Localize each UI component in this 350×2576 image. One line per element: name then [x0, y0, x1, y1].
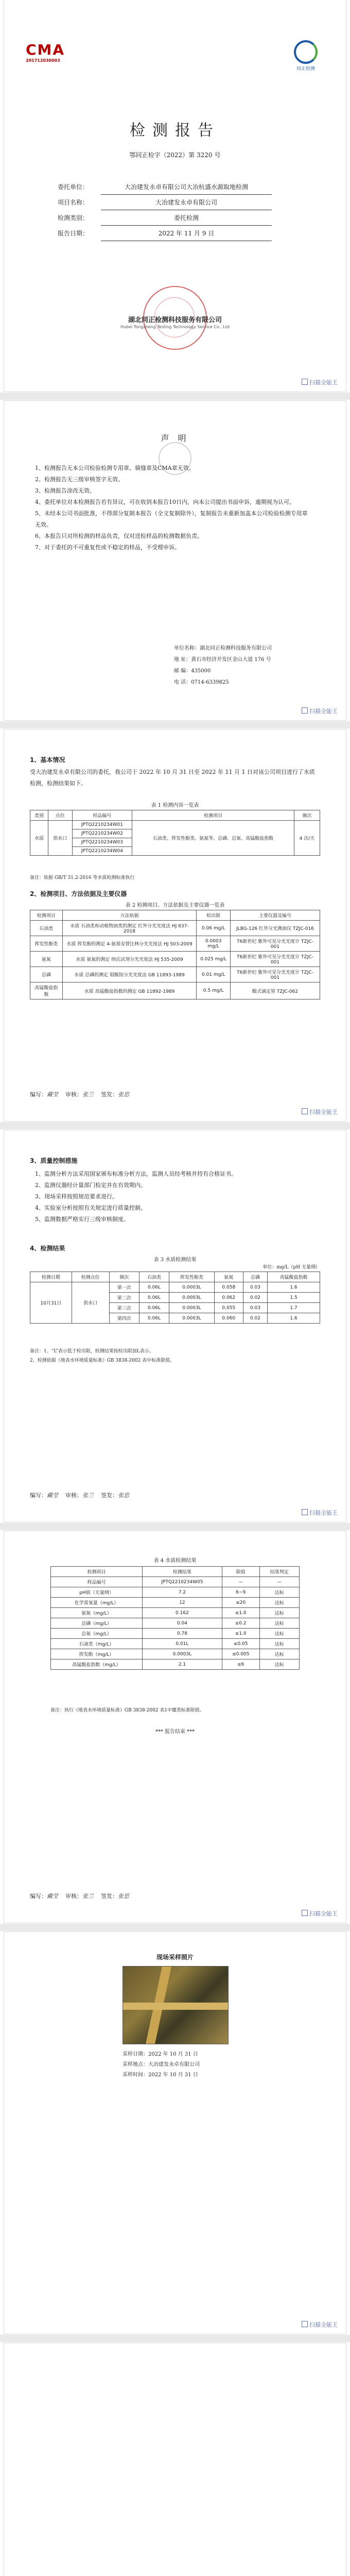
table-cell: 石油类（mg/L） [51, 1639, 143, 1649]
table-cell: 第四次 [109, 1313, 139, 1324]
table-cell: 0.01 mg/L [197, 967, 231, 982]
table-cell: 高锰酸盐指数（mg/L） [51, 1659, 143, 1670]
table-header-cell: 检测日期 [30, 1272, 72, 1282]
results-notes [30, 1347, 320, 1365]
table-cell: 达标 [259, 1618, 299, 1629]
table-header-cell: 点位 [48, 810, 72, 821]
photo-time: 采样时间：2022 年 10 月 31 日 [122, 2072, 198, 2078]
cover-info-table [56, 179, 272, 241]
table-row [30, 967, 320, 982]
signature-line: 编写：藏莹 审核：张兰 签发：张思 [30, 1492, 129, 1499]
table-cell: 4 次/天 [294, 821, 320, 856]
table-cell: 0.0003L [169, 1293, 214, 1303]
table-row [51, 1577, 300, 1587]
photo-page [4, 1932, 346, 2334]
table-header [30, 810, 320, 821]
table-cell: ≤0.005 [222, 1649, 259, 1659]
table-cell: JPTQ2210234W01 [72, 821, 132, 829]
cover-field-row: 报告日期： 2022 年 11 月 9 日 [56, 226, 272, 241]
table-header-cell: 结果判定 [259, 1567, 299, 1577]
contact-row: 电 话：0714-6339825 [174, 680, 229, 685]
table-header-cell: 方法依据 [62, 910, 197, 921]
table-cell: 石油类、挥发性酚类、氨氮等、总磷、总氮、高锰酸盐指数 [132, 821, 294, 856]
table-cell: 供水口 [48, 821, 72, 856]
photo-title: 现场采样照片 [156, 1954, 194, 1961]
table-cell: 总氮（mg/L） [51, 1629, 143, 1639]
results-table-4 [50, 1566, 300, 1670]
table-row [51, 1618, 300, 1629]
table-cell: 水质 高锰酸盐指数的测定 GB 11892-1989 [62, 982, 197, 999]
report-number: 鄂同正检字（2022）第 3220 号 [129, 151, 221, 159]
table-header-cell: 检测项目 [30, 910, 63, 921]
photo-site: 采样地点：大冶建发永卓有限公司 [122, 2062, 200, 2067]
table2-caption: 表 2 检测项目、方法依据及主要仪器一览表 [125, 903, 225, 908]
table-cell: ≤1.0 [222, 1629, 259, 1639]
section-basic-info: 1、基本情况 [30, 756, 65, 764]
table-cell: 12 [142, 1598, 222, 1608]
table-cell: JPTQ2210234W03 [72, 838, 132, 847]
methods-table [30, 910, 320, 999]
signature-line: 编写：藏莹 审核：张兰 签发：张思 [30, 1893, 129, 1900]
table-cell: 0.0003L [169, 1303, 214, 1313]
qc-list [35, 1168, 323, 1225]
table-cell: JPTQ2210234W02 [72, 829, 132, 838]
table1-note: 备注：依据 GB/T 31.2-2016 等水质检测标准执行 [30, 875, 135, 880]
table-row [51, 1598, 300, 1608]
table-cell: 1.6 [267, 1313, 320, 1324]
statement-item: 2、检测报告无三级审核签字无效。 [35, 476, 124, 483]
statement-item: 4、委托单位对本检测报告若有异议，可在收到本报告10日内，向本公司提出书面申诉，逾期视为认可。 [35, 499, 295, 505]
issuer-name: 湖北同正检测科技服务有限公司 [128, 316, 222, 324]
table1-caption: 表 1 检测内容一览表 [151, 803, 199, 808]
table-cell: 0.06 mg/L [197, 921, 231, 936]
statement-page [4, 401, 346, 720]
qc-results-page [4, 1130, 346, 1522]
site-photo [122, 1966, 229, 2044]
table-header-cell: 频次 [294, 810, 320, 821]
table-cell: 2.1 [142, 1659, 222, 1670]
page-separator [0, 2335, 350, 2342]
cover-field-row: 委托单位： 大冶建发永卓有限公司大冶杭盛水源取地检测 [56, 179, 272, 195]
table-cell: ≤0.2 [222, 1618, 259, 1629]
table-cell: 水质 [30, 821, 48, 856]
table-cell: 6~9 [222, 1587, 259, 1598]
table-header-cell: 检出限 [197, 910, 231, 921]
cma-logo: CMA 201712030003 [26, 41, 65, 63]
table-cell: ≤1.0 [222, 1608, 259, 1618]
table-header-cell: 检测项目 [51, 1567, 143, 1577]
tongzheng-logo-icon [294, 40, 318, 64]
table-header-cell: 检测项目 [132, 810, 294, 821]
table-row [30, 821, 320, 829]
table-cell: 第二次 [109, 1293, 139, 1303]
table-cell: 0.0003L [169, 1313, 214, 1324]
qr-icon [302, 1108, 308, 1114]
table-header-cell: 主要仪器及编号 [231, 910, 320, 921]
table-header [30, 1272, 320, 1282]
statement-item: 6、本报告只对所检测的样品负责，仅对送检样品的检测数据负责。 [35, 533, 203, 539]
table-row [51, 1659, 300, 1670]
photo-beam-shape [123, 2003, 228, 2010]
results-page-2 [4, 1531, 346, 1923]
scanner-footer: 扫描全能王 [302, 707, 338, 715]
contact-row: 地 址：黄石市经济开发区金山大道 176 号 [174, 657, 271, 663]
table-cell: 化学需氧量（mg/L） [51, 1598, 143, 1608]
table-cell: 0.06L [139, 1293, 169, 1303]
table-cell: 1.5 [267, 1293, 320, 1303]
table-cell: 0.0003L [142, 1649, 222, 1659]
table-cell: 达标 [259, 1598, 299, 1608]
table4-note: 备注：执行《地表水环境质量标准》GB 3838-2002 表1中Ⅲ类标准限值。 [50, 1708, 204, 1713]
table-cell: 氨氮 [30, 952, 63, 967]
table-cell: 总磷 [30, 967, 63, 982]
table-cell: 0.058 [214, 1282, 243, 1293]
table-cell: 水质 氨氮的测定 纳氏试剂分光光度法 HJ 535-2009 [62, 952, 197, 967]
table-cell: 0.162 [142, 1608, 222, 1618]
qc-item: 2、监测仪器经计量部门检定并在有效期内。 [35, 1182, 146, 1189]
table-cell: 0.060 [214, 1313, 243, 1324]
table-cell: 水质 挥发酚的测定 4-氨基安替比林分光光度法 HJ 503-2009 [62, 936, 197, 952]
statement-item: 1、检测报告无本公司检验检测专用章、骑缝章及CMA章无效。 [35, 465, 195, 471]
table-cell: 0.5 mg/L [197, 982, 231, 999]
contact-row: 邮 编：435000 [174, 668, 211, 674]
issuer-name-en: Hubei Tongzheng Testing Technology Service Co., Ltd [120, 325, 230, 329]
qr-icon [302, 707, 308, 714]
section-results: 4、检测结果 [30, 1245, 65, 1252]
page-separator [0, 393, 350, 400]
photo-caption: 采样日期：2022 年 10 月 31 日 [122, 2052, 198, 2057]
qr-icon [302, 2321, 308, 2327]
contact-row: 单位名称：湖北同正检测科技服务有限公司 [174, 646, 272, 651]
table4-caption: 表 4 水质检测结果 [153, 1558, 197, 1564]
table-row [30, 936, 320, 952]
table-header-cell: 样品编号 [72, 810, 132, 821]
table-cell: 达标 [259, 1629, 299, 1639]
table-cell: 0.02 [243, 1313, 267, 1324]
statement-item: 5、未经本公司书面批准，不得部分复制本报告（全文复制除外），复制报告未重新加盖本公司检验检测专用章无效。 [35, 510, 308, 528]
qr-icon [302, 1509, 308, 1515]
page-separator [0, 1924, 350, 1931]
cover-page [4, 0, 346, 392]
table-header-cell: 检测点位 [72, 1272, 109, 1282]
statement-item: 3、检测报告涂改无效。 [35, 487, 95, 494]
table-cell: 0.06L [139, 1313, 169, 1324]
table-cell: 0.0003 mg/L [197, 936, 231, 952]
table-row [51, 1587, 300, 1598]
qr-icon [302, 379, 308, 385]
page-separator [0, 1122, 350, 1129]
table-row [51, 1629, 300, 1639]
scanner-footer: 扫描全能王 [302, 1509, 338, 1517]
table-row [30, 1282, 320, 1293]
table-cell: 0.06L [139, 1282, 169, 1293]
table-cell: 0.0003L [169, 1282, 214, 1293]
table-header [30, 910, 320, 921]
table-cell: 氨氮（mg/L） [51, 1608, 143, 1618]
scanner-footer: 扫描全能王 [302, 1108, 338, 1116]
note-line: 备注：1、“L”表示低于检出限，检测结果按检出限加L表示。 [30, 1349, 154, 1354]
table-cell: 挥发性酚类 [30, 936, 63, 952]
scanner-footer: 扫描全能王 [302, 2320, 338, 2329]
table-cell: 达标 [259, 1587, 299, 1598]
tongzheng-logo: 同正检测 [291, 40, 320, 72]
table-header-cell: 挥发性酚类 [169, 1272, 214, 1282]
contact-block [174, 643, 339, 688]
table-header-cell: 类别 [30, 810, 48, 821]
table-cell: 0.04 [142, 1618, 222, 1629]
table-cell: 10月31日 [30, 1282, 72, 1324]
table-header-cell: 总磷 [243, 1272, 267, 1282]
table-cell: 0.06L [139, 1303, 169, 1313]
table-cell: JLBG-126 红外分光测油仪 TZJC-016 [231, 921, 320, 936]
intro-paragraph: 受大冶建发永卓有限公司的委托，我公司于 2022 年 10 月 31 日至 2022 年 11 月 1 日对该公司项目进行了水质检测，检测结果如下。 [30, 769, 315, 787]
table-cell: 7.2 [142, 1587, 222, 1598]
table-cell: 总磷（mg/L） [51, 1618, 143, 1629]
table-cell: 达标 [259, 1608, 299, 1618]
report-title: 检测报告 [130, 122, 220, 140]
table3-unit: 单位：mg/L（pH 无量纲） [262, 1265, 320, 1270]
section-methods: 2、检测项目、方法依据及主要仪器 [30, 890, 127, 897]
table-cell: pH值（无量纲） [51, 1587, 143, 1598]
table-cell: T6新世纪 紫外可见分光光度计 TZJC-001 [231, 936, 320, 952]
table-row [30, 921, 320, 936]
table-cell: 挥发酚（mg/L） [51, 1649, 143, 1659]
table-cell: 石油类 [30, 921, 63, 936]
signature-line: 编写：藏莹 审核：张兰 签发：张思 [30, 1091, 129, 1098]
qc-item: 4、实验室分析按照有关规定进行质量控制。 [35, 1205, 146, 1211]
table-header-cell: 高锰酸盐指数 [267, 1272, 320, 1282]
table-cell: 0.78 [142, 1629, 222, 1639]
table-cell: 1.6 [267, 1282, 320, 1293]
qc-item: 3、现场采样按照规范要求进行。 [35, 1193, 118, 1200]
table-header-cell: 石油类 [139, 1272, 169, 1282]
qr-icon [302, 1910, 308, 1916]
table-cell: T6新世纪 紫外可见分光光度计 TZJC-001 [231, 967, 320, 982]
table-cell: 酸式滴定管 TZJC-062 [231, 982, 320, 999]
table-cell: 0.02 [243, 1293, 267, 1303]
table-cell: 供水口 [72, 1282, 109, 1324]
table-cell: JPTQ2210234W04 [72, 847, 132, 856]
table-row [51, 1639, 300, 1649]
table-cell: 0.03 [243, 1282, 267, 1293]
page-separator [0, 721, 350, 728]
statement-item: 7、对于委托的不可重复性或不稳定的样品，不受理申诉。 [35, 544, 180, 551]
cover-field-row: 项目名称： 大冶建发永卓有限公司 [56, 195, 272, 210]
table-header-cell: 限值 [222, 1567, 259, 1577]
table-cell: T6新世纪 紫外可见分光光度计 TZJC-001 [231, 952, 320, 967]
note-line: 2、检测依据《地表水环境质量标准》GB 3838-2002 表中标准限值。 [30, 1358, 175, 1363]
table-cell: — [259, 1577, 299, 1587]
table-row [30, 982, 320, 999]
page-separator [0, 1523, 350, 1530]
qc-item: 1、监测分析方法采用国家颁布标准分析方法，监测人员经考核并持有合格证书。 [35, 1171, 237, 1177]
table-cell: 1.7 [267, 1303, 320, 1313]
table-cell: ≤0.05 [222, 1639, 259, 1649]
section-qc: 3、质量控制措施 [30, 1157, 78, 1164]
table-cell: 水质 总磷的测定 钼酸铵分光光度法 GB 11893-1989 [62, 967, 197, 982]
table-cell: 0.055 [214, 1303, 243, 1313]
table3-caption: 表 3 水质检测结果 [153, 1257, 197, 1263]
content-table [30, 810, 320, 856]
cover-field-row: 检测类别： 委托检测 [56, 210, 272, 226]
table-header-cell: 氨氮 [214, 1272, 243, 1282]
table-header-cell: 检测结果 [142, 1567, 222, 1577]
table-cell: 第一次 [109, 1282, 139, 1293]
table-cell: 达标 [259, 1649, 299, 1659]
table-cell: — [222, 1577, 259, 1587]
table-cell: 0.03 [243, 1303, 267, 1313]
table-row [51, 1608, 300, 1618]
statement-title: 声 明 [161, 433, 189, 443]
scanner-footer: 扫描全能王 [302, 378, 338, 386]
basic-info-page [4, 730, 346, 1121]
qc-item: 5、监测数据严格实行三级审核制度。 [35, 1216, 129, 1223]
table-cell: 高锰酸盐指数 [30, 982, 63, 999]
table-header [51, 1567, 300, 1577]
table-cell: 水质 石油类和动植物油类的测定 红外分光光度法 HJ 637-2018 [62, 921, 197, 936]
table-row [30, 952, 320, 967]
table-header-cell: 频次 [109, 1272, 139, 1282]
table-cell: JPTQ2210234W05 [142, 1577, 222, 1587]
table-cell: ≤6 [222, 1659, 259, 1670]
table-cell: 样品编号 [51, 1577, 143, 1587]
table-cell: 达标 [259, 1659, 299, 1670]
table-cell: ≤20 [222, 1598, 259, 1608]
table-cell: 0.01L [142, 1639, 222, 1649]
table-cell: 0.025 mg/L [197, 952, 231, 967]
results-table [30, 1272, 320, 1324]
report-end: *** 报告结束 *** [155, 1729, 195, 1735]
signature-page [4, 2343, 346, 2576]
table-cell: 0.062 [214, 1293, 243, 1303]
table-cell: 第三次 [109, 1303, 139, 1313]
table-row [51, 1649, 300, 1659]
scanner-footer: 扫描全能王 [302, 1909, 338, 1918]
statement-list [35, 463, 313, 553]
table-cell: 达标 [259, 1639, 299, 1649]
